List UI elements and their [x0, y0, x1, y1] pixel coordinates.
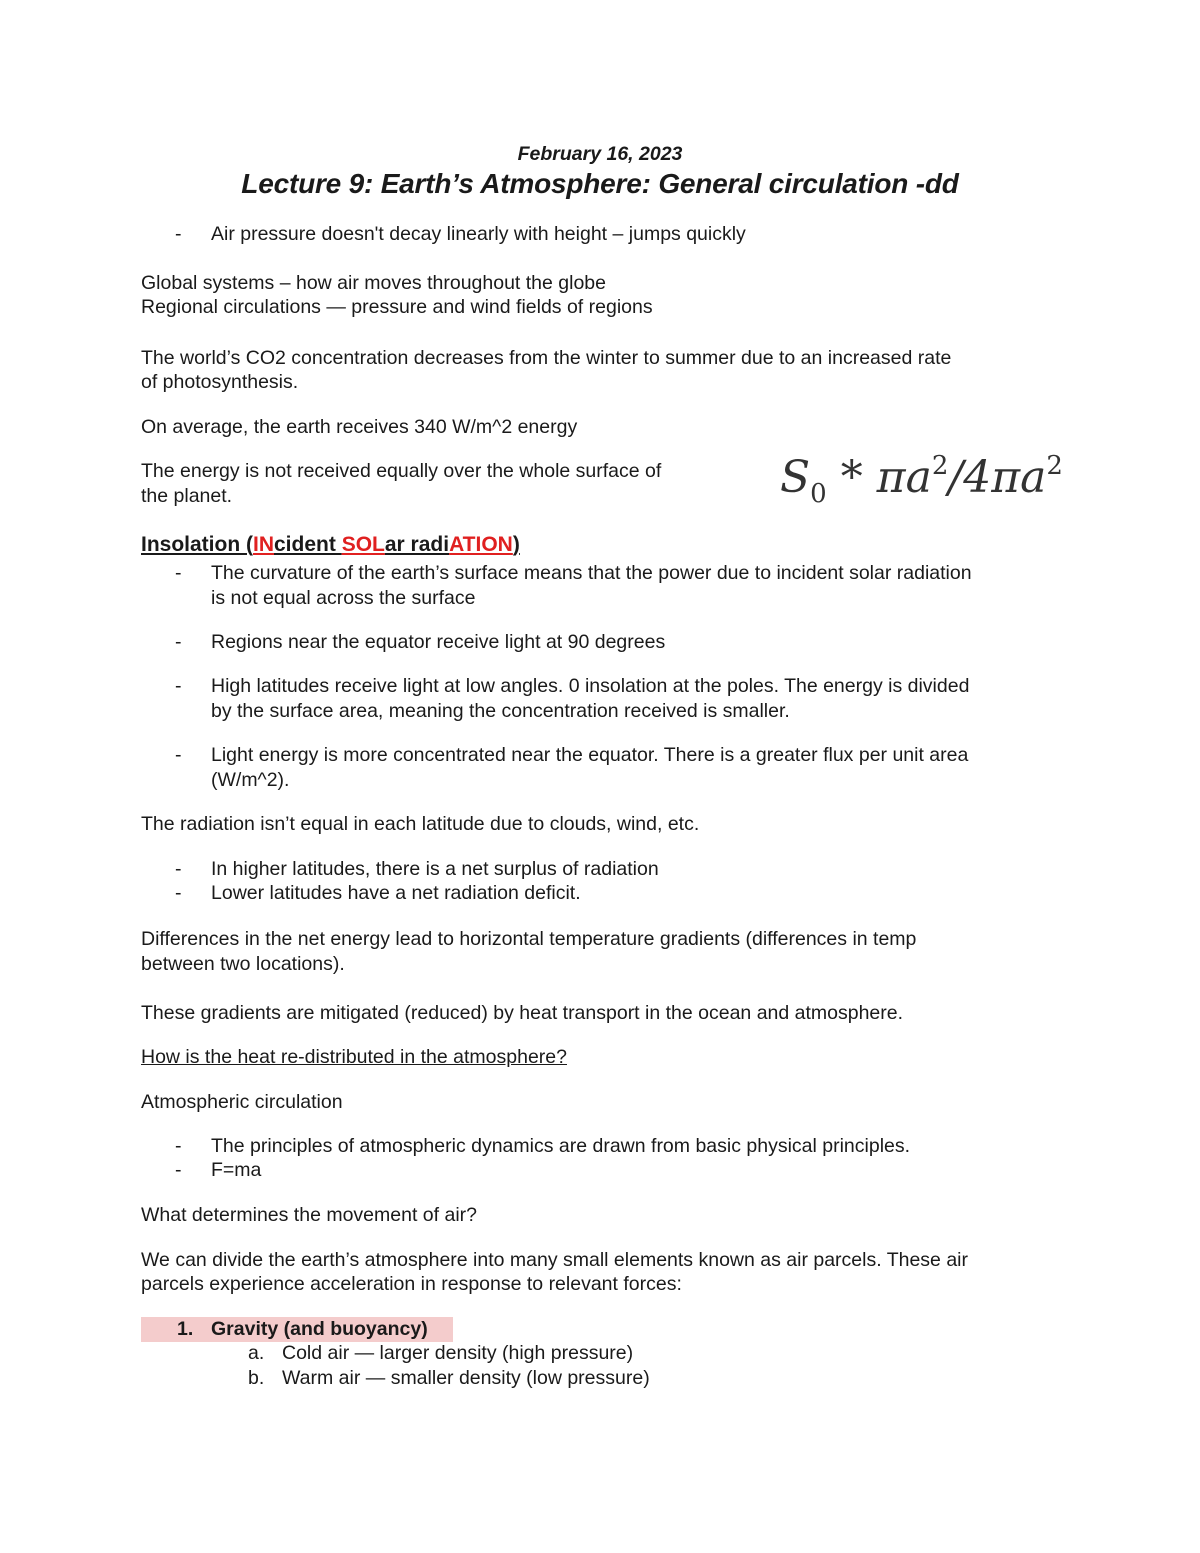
- warm-air-text: Warm air — smaller density (low pressure): [282, 1367, 650, 1389]
- forces-number-1: 1.: [177, 1318, 194, 1340]
- insolation-bullet-1-line2: is not equal across the surface: [211, 587, 476, 609]
- lecture-date: February 16, 2023: [517, 143, 683, 165]
- insolation-formula: $S_0 * \pi a^2/4\pi a^2$: [780, 451, 1063, 509]
- bullet-dash: -: [175, 858, 182, 880]
- co2-text-line2: of photosynthesis.: [141, 371, 299, 393]
- energy-text-line1: The energy is not received equally over the whole surface of: [141, 460, 662, 482]
- heat-question: How is the heat re-distributed in the atmosphere?: [141, 1046, 567, 1068]
- insolation-bullet-2: Regions near the equator receive light at 90 degrees: [211, 631, 666, 653]
- radiation-bullet-2: Lower latitudes have a net radiation deficit.: [211, 882, 581, 904]
- sublist-marker-b: b.: [248, 1367, 265, 1389]
- divide-text-line1: We can divide the earth’s atmosphere into many small elements known as air parcels. These air: [141, 1249, 968, 1271]
- bullet-dash: -: [175, 223, 182, 245]
- gradients-text: These gradients are mitigated (reduced) by heat transport in the ocean and atmosphere.: [141, 1002, 904, 1024]
- insolation-bullet-3-line1: High latitudes receive light at low angles. 0 insolation at the poles. The energy is divided: [211, 675, 970, 697]
- regional-circulations-text: Regional circulations — pressure and wind fields of regions: [141, 296, 653, 318]
- bullet-dash: -: [175, 675, 182, 697]
- insolation-bullet-3-line2: by the surface area, meaning the concentration received is smaller.: [211, 700, 790, 722]
- global-systems-text: Global systems – how air moves throughout the globe: [141, 272, 607, 294]
- bullet-dash: -: [175, 562, 182, 584]
- bullet-dash: -: [175, 882, 182, 904]
- bullet-dash: -: [175, 744, 182, 766]
- sublist-marker-a: a.: [248, 1342, 265, 1364]
- average-energy-text: On average, the earth receives 340 W/m^2 energy: [141, 416, 578, 438]
- insolation-bullet-4-line2: (W/m^2).: [211, 769, 290, 791]
- bullet-dash: -: [175, 1135, 182, 1157]
- insolation-bullet-4-line1: Light energy is more concentrated near the equator. There is a greater flux per unit area: [211, 744, 969, 766]
- atmospheric-circulation-text: Atmospheric circulation: [141, 1091, 343, 1113]
- intro-bullet-text: Air pressure doesn't decay linearly with height – jumps quickly: [211, 223, 746, 245]
- energy-text-line2: the planet.: [141, 485, 233, 507]
- gravity-heading: Gravity (and buoyancy): [211, 1318, 428, 1340]
- what-determines-text: What determines the movement of air?: [141, 1204, 477, 1226]
- bullet-dash: -: [175, 631, 182, 653]
- radiation-bullet-1: In higher latitudes, there is a net surplus of radiation: [211, 858, 659, 880]
- differences-text-line1: Differences in the net energy lead to horizontal temperature gradients (differences in temp: [141, 928, 917, 950]
- cold-air-text: Cold air — larger density (high pressure): [282, 1342, 634, 1364]
- insolation-heading: Insolation (INcident SOLar radiATION): [141, 533, 520, 556]
- radiation-text: The radiation isn’t equal in each latitude due to clouds, wind, etc.: [141, 813, 700, 835]
- insolation-bullet-1-line1: The curvature of the earth’s surface means that the power due to incident solar radiation: [211, 562, 972, 584]
- co2-text-line1: The world’s CO2 concentration decreases from the winter to summer due to an increased rate: [141, 347, 952, 369]
- atm-bullet-1: The principles of atmospheric dynamics are drawn from basic physical principles.: [211, 1135, 911, 1157]
- bullet-dash: -: [175, 1159, 182, 1181]
- divide-text-line2: parcels experience acceleration in response to relevant forces:: [141, 1273, 682, 1295]
- atm-bullet-2: F=ma: [211, 1159, 262, 1181]
- differences-text-line2: between two locations).: [141, 953, 345, 975]
- lecture-title: Lecture 9: Earth’s Atmosphere: General circulation -dd: [241, 168, 959, 199]
